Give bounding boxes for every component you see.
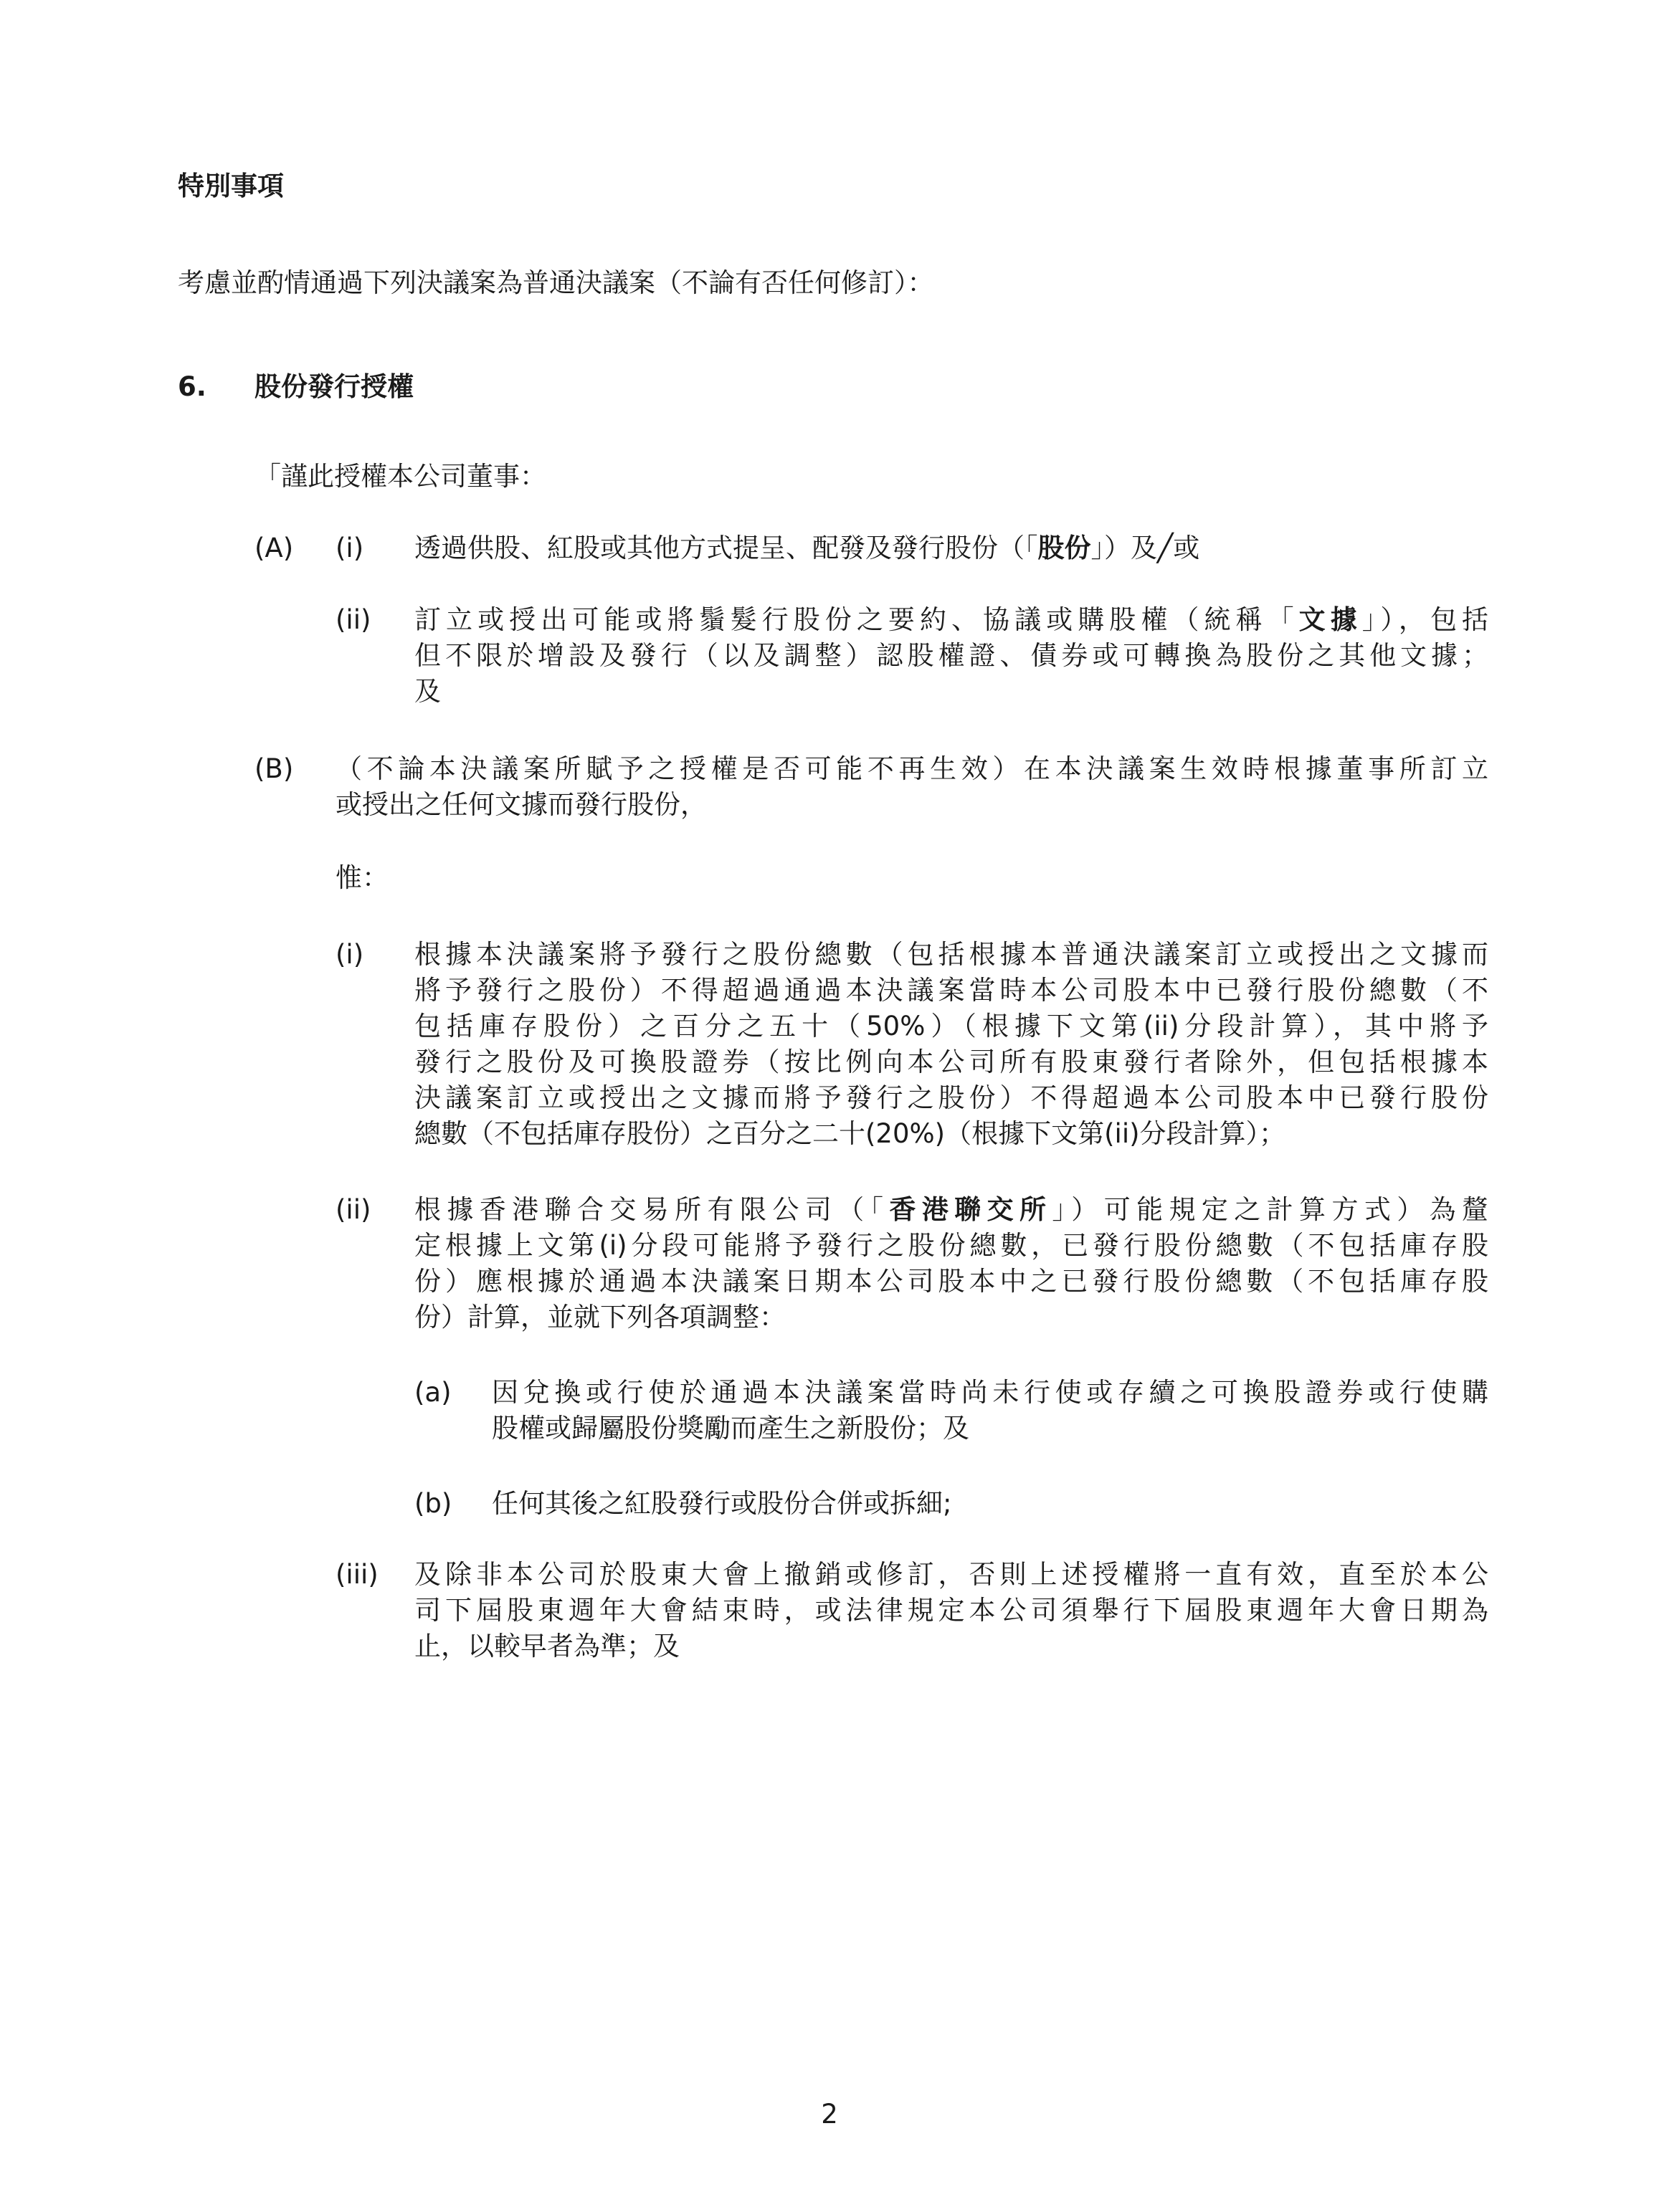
intro-paragraph: 考慮並酌情通過下列決議案為普通決議案（不論有否任何修訂）： <box>178 267 934 298</box>
clause-a-ii-text: 訂立或授出可能或將鬚髮行股份之要約、協議或購股權（統稱「文據」），包括 但不限於增設及發行（以及調整）認股權證、債券或可轉換為股份之其他文據； 及 <box>414 604 1489 707</box>
clause-b-i-text: 根據本決議案將予發行之股份總數（包括根據本普通決議案訂立或授出之文據而 將予發行之股份）不得超過通過本決議案當時本公司股本中已發行股份總數（不 包括庫存股份）之百分之五十（50%）（根據下文第(ii)分段計算），其中將予 發行之股份及可換股證券（按比例向本公司所有股東發行者除外，但包括根據本 決議案訂立或授出之文據而將予發行之股份）不得超過本公司股本中已發行股份 總數（不包括庫存股份）之百分之二十(20%)（根據下文第(ii)分段計算）； <box>414 939 1488 1149</box>
defined-term-hkex: 香港聯交所 <box>889 1194 1052 1225</box>
clause-b-ii-text: 根據香港聯合交易所有限公司（「香港聯交所」）可能規定之計算方式）為釐 定根據上文第(i)分段可能將予發行之股份總數，已發行股份總數（不包括庫存股 份）應根據於通過本決議案日期本公司股本中之已發行股份總數（不包括庫存股 份）計算，並就下列各項調整： <box>414 1194 1489 1333</box>
defined-term-instruments: 文據 <box>1298 604 1362 635</box>
resolution-title: 股份發行授權 <box>255 371 414 402</box>
sub-clause-a-text: 因兌換或行使於通過本決議案當時尚未行使或存續之可換股證券或行使購 股權或歸屬股份獎勵而產生之新股份；及 <box>492 1377 1488 1444</box>
clause-b-iii-label: (iii) <box>336 1559 379 1590</box>
sub-clause-a-label: (a) <box>414 1377 452 1408</box>
clause-b-i-label: (i) <box>336 939 364 970</box>
clause-a-label: (A) <box>255 533 294 563</box>
sub-clause-b-text: 任何其後之紅股發行或股份合併或拆細; <box>492 1488 952 1519</box>
resolution-opening: 「謹此授權本公司董事： <box>255 461 546 492</box>
page-number: 2 <box>821 2099 838 2130</box>
sub-clause-b-label: (b) <box>414 1488 452 1519</box>
clause-a-ii-label: (ii) <box>336 604 371 635</box>
defined-term-shares: 股份 <box>1037 533 1091 563</box>
clause-b-proviso: 惟： <box>336 862 389 893</box>
clause-b-iii-text: 及除非本公司於股東大會上撤銷或修訂，否則上述授權將一直有效，直至於本公 司下屆股東週年大會結束時，或法律規定本公司須舉行下屆股東週年大會日期為 止，以較早者為準；及 <box>414 1559 1488 1662</box>
clause-b-text: （不論本決議案所賦予之授權是否可能不再生效）在本決議案生效時根據董事所訂立 或授出之任何文據而發行股份， <box>336 753 1488 820</box>
clause-a-i-text: 透過供股、紅股或其他方式提呈、配發及發行股份（「股份」）及╱或 <box>414 533 1200 563</box>
clause-b-ii-label: (ii) <box>336 1194 371 1225</box>
clause-a-i-label: (i) <box>336 533 364 563</box>
resolution-number: 6. <box>178 371 206 402</box>
clause-b-label: (B) <box>255 753 294 784</box>
section-heading: 特別事項 <box>178 171 284 201</box>
